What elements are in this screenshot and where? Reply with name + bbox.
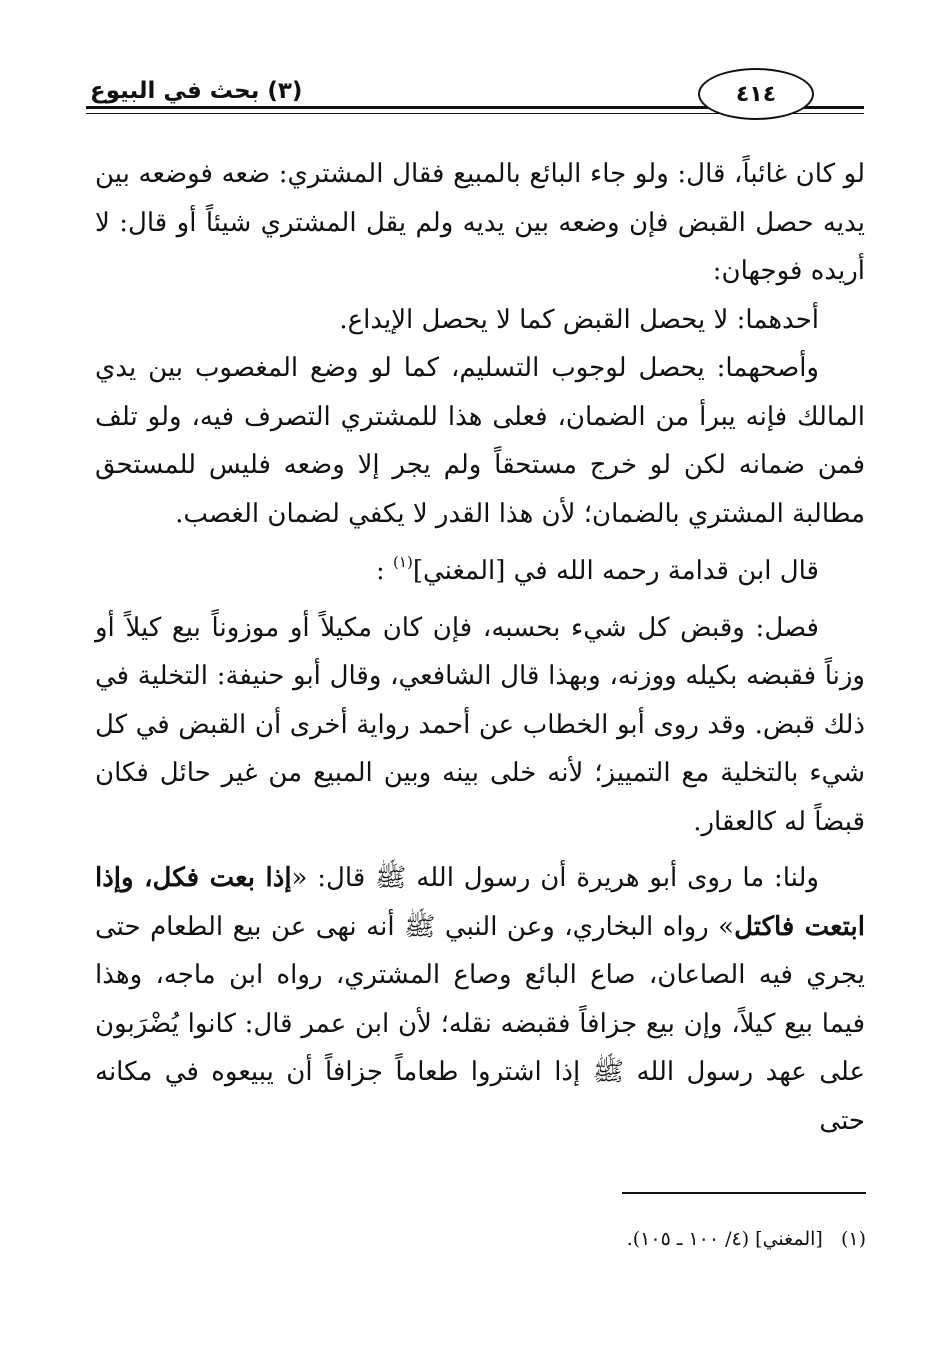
quote-intro-colon: : <box>376 556 385 586</box>
footnote-marker: (١) <box>840 1228 866 1250</box>
quote-intro: قال ابن قدامة رحمه الله في [المغني] <box>412 556 819 586</box>
paragraph-6 <box>95 854 865 1145</box>
paragraph-3-text: وأصحهما: يحصل لوجوب التسليم، كما لو وضع المغصوب بين يدي المالك فإنه يبرأ من الضمان، فعلى هذا للمشتري التصرف فيه، ولو تلف فمن ضمانه لكن لو خرج مستحقاً ولم يجر إلا وضعه فليس للمستحق مطالبة المشتري بالضمان؛ لأن هذا القدر لا يكفي لضمان الغصب. <box>95 353 865 529</box>
paragraph-3 <box>95 344 865 538</box>
paragraph-6-rest: » رواه البخاري، وعن النبي ﷺ أنه نهى عن بيع الطعام حتى يجري فيه الصاعان، صاع البائع وصاع المشتري، رواه ابن ماجه، وهذا فيما بيع كيلاً، وإن بيع جزافاً فقبضه نقله؛ لأن ابن عمر قال: كانوا يُضْرَبون على عهد رسول الله ﷺ إذا اشتروا طعاماً جزافاً أن يبيعوه في مكانه حتى <box>95 911 865 1136</box>
footnote <box>400 1228 866 1250</box>
footnote-text: [المغني] (٤/ ١٠٠ ـ ١٠٥). <box>626 1228 823 1250</box>
paragraph-6-start: ولنا: ما روى أبو هريرة أن رسول الله ﷺ قال: « <box>291 863 819 893</box>
footnote-reference: (١) <box>393 553 413 571</box>
running-title: (٣) بحث في البيوع <box>90 78 303 104</box>
hadith-quote: إذا بعت فكل، وإذا ابتعت فاكتل <box>95 863 865 942</box>
page-header <box>86 60 864 130</box>
footnote-separator <box>622 1192 866 1194</box>
paragraph-4 <box>95 538 865 596</box>
paragraph-5: فصل: وقبض كل شيء بحسبه، فإن كان مكيلاً أو موزوناً بيع كيلاً أو وزناً فقبضه بكيله ووزنه، وبهذا قال الشافعي، وقال أبو حنيفة: التخلية في ذلك قبض. وقد روى أبو الخطاب عن أحمد رواية أخرى أن القبض في كل شيء بالتخلية مع التمييز؛ لأنه خلى بينه وبين المبيع من غير حائل فكان قبضاً له كالعقار. <box>95 612 865 837</box>
page-number: ٤١٤ <box>698 68 814 120</box>
paragraph-1: لو كان غائباً، قال: ولو جاء البائع بالمبيع فقال المشتري: ضعه فوضعه بين يديه حصل القبض فإن وضعه بين يديه ولم يقل المشتري شيئاً أو قال: لا أريده فوجهان: <box>95 159 865 286</box>
paragraph-2: أحدهما: لا يحصل القبض كما لا يحصل الإيداع. <box>339 304 819 335</box>
main-text <box>95 150 865 1145</box>
